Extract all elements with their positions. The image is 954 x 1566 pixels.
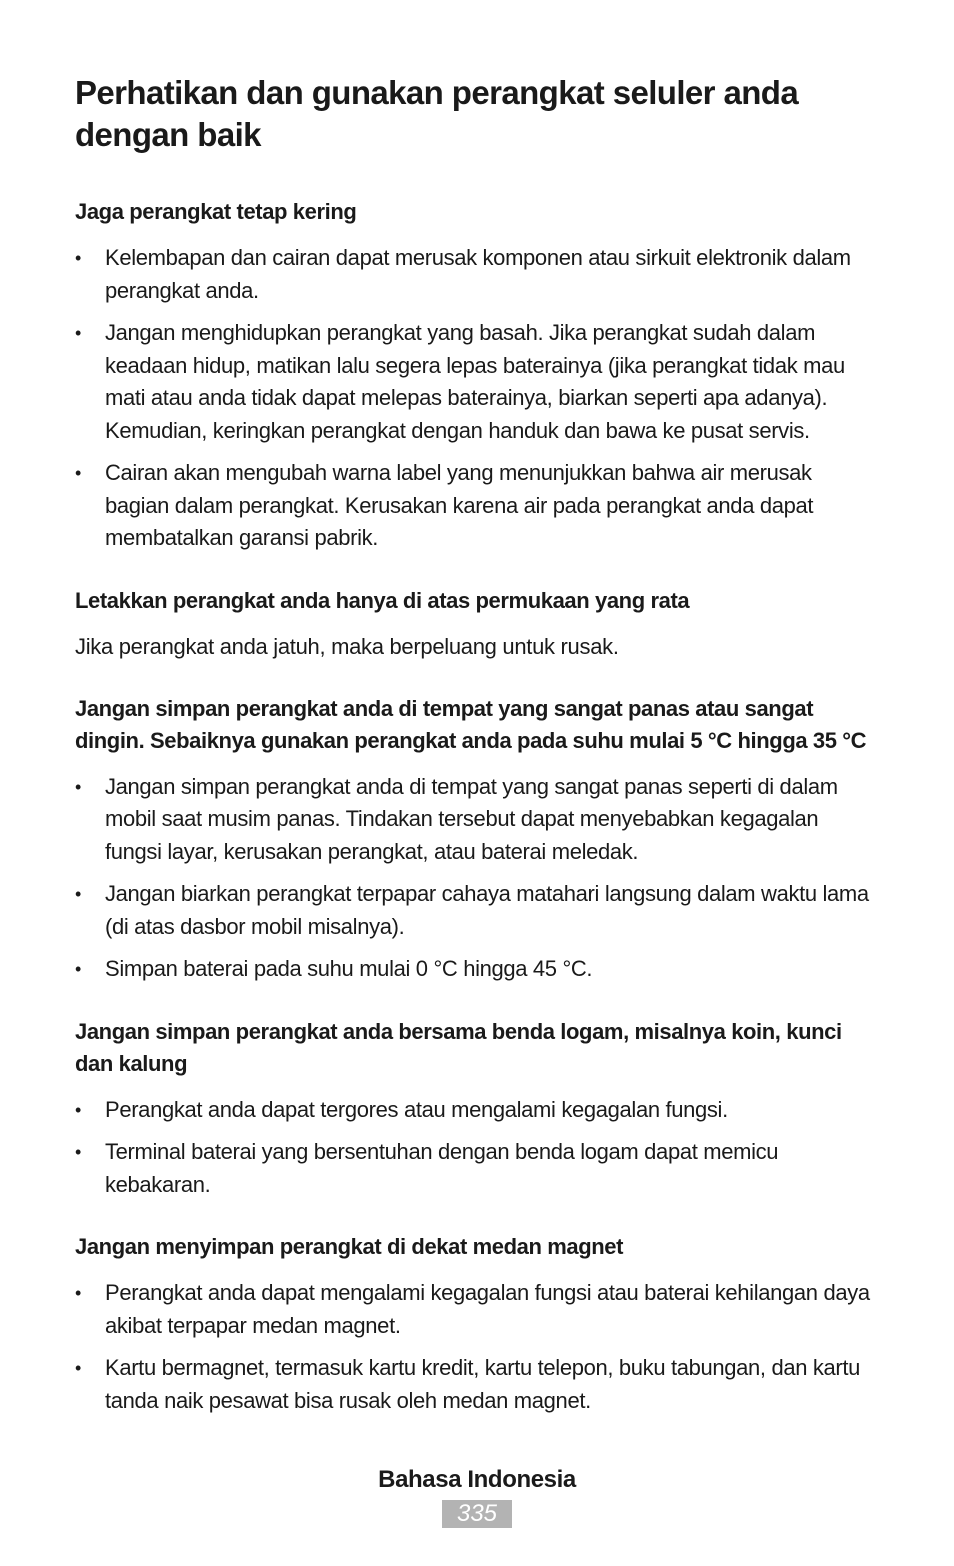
list-item	[75, 953, 875, 986]
list-item	[75, 242, 875, 307]
list-item-text: Cairan akan mengubah warna label yang menunjukkan bahwa air merusak bagian dalam perangkat. Kerusakan karena air pada perangkat anda dapat membatalkan garansi pabrik.	[105, 460, 814, 550]
section-metal-objects	[75, 1016, 875, 1202]
bullet-icon: •	[75, 1099, 81, 1120]
bullet-icon: •	[75, 884, 81, 904]
footer-language: Bahasa Indonesia	[378, 1466, 576, 1493]
bullet-icon: •	[75, 248, 81, 268]
bullet-icon: •	[75, 776, 81, 797]
list-item	[75, 317, 875, 447]
list-item	[75, 878, 875, 943]
list-item-text: Kartu bermagnet, termasuk kartu kredit, kartu telepon, buku tabungan, dan kartu tanda naik pesawat bisa rusak oleh medan magnet.	[105, 1355, 861, 1413]
list-item-text: Perangkat anda dapat mengalami kegagalan fungsi atau baterai kehilangan daya akibat terpapar medan magnet.	[105, 1280, 870, 1338]
list-item	[75, 1094, 875, 1127]
page-footer	[0, 1462, 954, 1528]
section-body: Jika perangkat anda jatuh, maka berpeluang untuk rusak.	[75, 633, 619, 659]
bullet-icon: •	[75, 959, 81, 979]
list-item	[75, 457, 875, 555]
bullet-icon: •	[75, 1142, 81, 1162]
section-heading: Jangan simpan perangkat anda di tempat yang sangat panas atau sangat dingin. Sebaiknya gunakan perangkat anda pada suhu mulai 5 °C hingga 35 °C	[75, 695, 867, 753]
list-item	[75, 1136, 875, 1201]
bullet-icon: •	[75, 323, 81, 343]
section-heading: Jangan menyimpan perangkat di dekat medan magnet	[75, 1234, 624, 1259]
section-heading: Letakkan perangkat anda hanya di atas permukaan yang rata	[75, 587, 690, 613]
section-heading: Jangan simpan perangkat anda bersama benda logam, misalnya koin, kunci dan kalung	[75, 1018, 842, 1076]
section-flat-surface	[75, 585, 875, 663]
list-item-text: Jangan biarkan perangkat terpapar cahaya matahari langsung dalam waktu lama (di atas dasbor mobil misalnya).	[105, 881, 869, 939]
list-item-text: Jangan menghidupkan perangkat yang basah. Jika perangkat sudah dalam keadaan hidup, matikan lalu segera lepas baterainya (jika perangkat tidak mau mati atau anda tidak dapat melepas baterainya, biarkan seperti apa adanya). Kemudian, keringkan perangkat dengan handuk dan bawa ke pusat servis.	[105, 320, 845, 443]
section-magnetic-field	[75, 1231, 875, 1417]
list-item-text: Perangkat anda dapat tergores atau mengalami kegagalan fungsi.	[105, 1096, 728, 1122]
bullet-list	[75, 771, 875, 986]
page-title: Perhatikan dan gunakan perangkat seluler anda dengan baik	[75, 74, 799, 153]
list-item	[75, 1352, 875, 1417]
list-item	[75, 771, 875, 869]
bullet-list	[75, 1277, 875, 1417]
page-number-wrap	[0, 1500, 954, 1528]
page-content	[75, 72, 875, 1447]
list-item-text: Jangan simpan perangkat anda di tempat yang sangat panas seperti di dalam mobil saat musim panas. Tindakan tersebut dapat menyebabkan kegagalan fungsi layar, kerusakan perangkat, atau baterai meledak.	[105, 773, 838, 864]
bullet-icon: •	[75, 1358, 81, 1378]
section-heading: Jaga perangkat tetap kering	[75, 199, 357, 224]
list-item-text: Kelembapan dan cairan dapat merusak komponen atau sirkuit elektronik dalam perangkat anda.	[105, 245, 851, 303]
bullet-list	[75, 1094, 875, 1202]
list-item-text: Simpan baterai pada suhu mulai 0 °C hingga 45 °C.	[105, 956, 593, 981]
bullet-list	[75, 242, 875, 555]
bullet-icon: •	[75, 1283, 81, 1303]
page-number: 335	[442, 1500, 512, 1528]
section-temperature	[75, 693, 875, 986]
list-item-text: Terminal baterai yang bersentuhan dengan benda logam dapat memicu kebakaran.	[105, 1139, 779, 1197]
bullet-icon: •	[75, 463, 81, 483]
list-item	[75, 1277, 875, 1342]
section-keep-dry	[75, 196, 875, 555]
